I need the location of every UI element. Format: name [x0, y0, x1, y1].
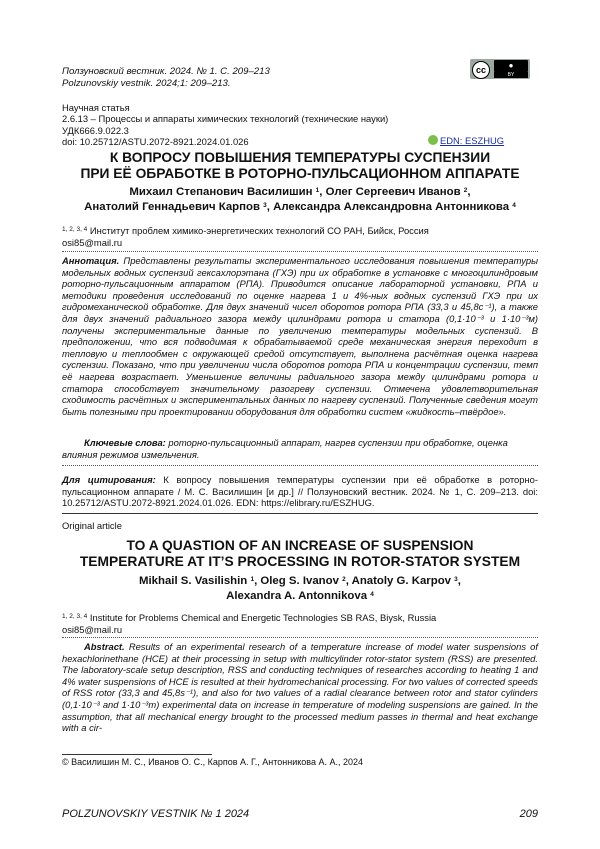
- page-number: 209: [519, 808, 538, 820]
- edn-link[interactable]: [428, 135, 504, 146]
- author-ru-1-sup: 1: [315, 187, 320, 194]
- udk-code: УДК666.9.022.3: [62, 124, 129, 136]
- by-person-icon: ●: [494, 60, 528, 72]
- by-label: BY: [494, 72, 528, 78]
- cc-by-license-icon[interactable]: [470, 59, 530, 79]
- page-footer: [62, 808, 538, 820]
- citation-block: [62, 474, 538, 509]
- article-title-en: [62, 538, 538, 570]
- citation-text: К вопросу повышения температуры суспензии при её обработке в роторно-пульсационном аппарате / М. С. Василишин [и др.] // Ползуновский вестник. 2024. № 1, С. 209–213. doi: 10.25712/ASTU.2072-8921.2024.01.026. EDN: https://elibrary.ru/ESZHUG.: [62, 474, 539, 509]
- article-meta: [62, 102, 388, 148]
- divider: [62, 637, 538, 638]
- authors-ru: Михаил Степанович Василишин $^1$, Олег Сергеевич Иванов $^2$, Анатолий Геннадьевич Карпов $^3$, Александра Александровна Антонникова $^4$: [84, 186, 516, 213]
- email-ru[interactable]: osi85@mail.ru: [62, 236, 123, 248]
- author-en-3-sup: 3: [454, 576, 458, 583]
- authors-en: Mikhail S. Vasilishin $^1$, Oleg S. Ivanov $^2$, Anatoly G. Karpov $^3$, Alexandra A. Antonnikova $^4$: [139, 575, 461, 602]
- journal-citation-en: Polzunovskiy vestnik. 2024;1: 209–213.: [62, 77, 231, 89]
- author-en-2: Oleg S. Ivanov: [260, 575, 339, 587]
- abstract-ru-label: Аннотация.: [62, 255, 120, 266]
- keywords-ru-text: роторно-пульсационный аппарат, нагрев суспензии при обработке, оценка влияния режимов измельчения.: [62, 437, 508, 460]
- aff-en-text: Institute for Problems Chemical and Energetic Technologies SB RAS, Biysk, Russia: [89, 612, 437, 623]
- aff-ru-text: Институт проблем химико-энергетических технологий СО РАН, Бийск, Россия: [89, 225, 429, 236]
- affiliation-ru: [62, 224, 429, 248]
- author-ru-4: Александра Александровна Антонникова: [273, 201, 510, 213]
- email-en[interactable]: osi85@mail.ru: [62, 623, 123, 635]
- footer-journal: POLZUNOVSKIY VESTNIK № 1 2024: [62, 808, 250, 820]
- copyright-notice: © Василишин М. С., Иванов О. С., Карпов А. Г., Антонникова А. А., 2024: [62, 757, 363, 767]
- doi[interactable]: doi: 10.25712/ASTU.2072-8921.2024.01.026: [62, 136, 249, 148]
- divider: [62, 251, 538, 252]
- footnote-separator: [62, 754, 212, 755]
- keywords-ru-label: Ключевые слова:: [84, 437, 166, 448]
- aff-ru-sup: 1, 2, 3, 4: [62, 226, 88, 233]
- author-ru-3: Анатолий Геннадьевич Карпов: [84, 201, 260, 213]
- abstract-en-text: Results of an experimental research of a temperature increase of model water suspensions of hexachlorinethane (HCE) at their processing in setup with multicylinder rotor-stator system (RSS) are presented. The laboratory-scale setup description, RSS and conducting techniques of researches according to heating 1 and 4% water suspensions of HCE is resulted at their hydromechanical processing. For two values of corrected speeds of RSS rotor (33,3 and 45,8s⁻¹), and also for two values of a radial clearance between rotor and stator cylinders (0,1·10⁻³ and 1·10⁻³m) experimental data on increase in temperature of modeling suspensions are gained. In the assumption, that all mechanical energy brought to the processed medium passes in thermal and heat exchange with a cir-: [62, 641, 538, 734]
- author-ru-2: Олег Сергеевич Иванов: [325, 186, 461, 198]
- abstract-en-label: Abstract.: [84, 641, 125, 652]
- abstract-en: [62, 641, 538, 734]
- affiliation-en: [62, 611, 436, 635]
- journal-citation-ru: Ползуновский вестник. 2024. № 1. С. 209–213: [62, 66, 270, 77]
- author-en-3: Anatoly G. Karpov: [351, 575, 451, 587]
- divider: [62, 465, 538, 466]
- article-type-en: Original article: [62, 520, 122, 531]
- author-en-1: Mikhail S. Vasilishin: [139, 575, 248, 587]
- edn-label: EDN: ESZHUG: [440, 135, 505, 146]
- author-ru-4-sup: 4: [512, 202, 516, 209]
- title-en-line2: TEMPERATURE AT IT’S PROCESSING IN ROTOR-STATOR SYSTEM: [79, 553, 521, 569]
- author-en-4: Alexandra A. Antonnikova: [226, 590, 368, 602]
- article-title-ru: [62, 150, 538, 182]
- author-en-2-sup: 2: [342, 576, 346, 583]
- author-ru-1: Михаил Степанович Василишин: [129, 186, 313, 198]
- elibrary-logo-icon: [428, 135, 438, 145]
- article-type-ru: Научная статья: [62, 102, 130, 113]
- title-ru-line2: ПРИ ЕЁ ОБРАБОТКЕ В РОТОРНО-ПУЛЬСАЦИОННОМ АППАРАТЕ: [80, 165, 520, 181]
- abstract-ru-text: Представлены результаты экспериментального исследования повышения температуры модельных водных суспензий гексахлорэтана (ГХЭ) при их обработке в установке с многоцилиндровым роторно-пульсационным аппаратом (РПА). Приводится описание лабораторной установки, РПА и методики проведения исследований по оценке нагрева 1 и 4%-ных водных суспензий ГХЭ при их гидромеханической обработке. Для двух значений чисел оборотов ротора РПА (33,3 и 45,8с⁻¹), а также для двух значений радиального зазора между цилиндрами ротора и статора (0,1·10⁻³ и 1·10⁻³м) получены экспериментальные данные по увеличению температуры модельных суспензий. В предположении, что вся подводимая к обрабатываемой среде механическая энергия переходит в тепловую и теплообмен с окружающей средой отсутствует, выполнена расчётная оценка нагрева суспензии. Показано, что при увеличении числа оборотов ротора РПА и концентрации суспензии, темп её нагрева возрастает. Уменьшение величины радиального зазора между цилиндрами ротора и статора способствует значительному разогреву суспензии. Отмечена удовлетворительная сходимость расчётных и экспериментальных данных по нагреву суспензий. Полученные сведения могут быть полезными при проектировании оборудования для обработки систем «жидкость–твёрдое».: [62, 255, 539, 417]
- journal-header: [62, 66, 270, 89]
- aff-en-sup: 1, 2, 3, 4: [62, 613, 88, 620]
- title-ru-line1: К ВОПРОСУ ПОВЫШЕНИЯ ТЕМПЕРАТУРЫ СУСПЕНЗИИ: [109, 150, 491, 165]
- citation-label: Для цитирования:: [62, 474, 156, 485]
- author-ru-2-sup: 2: [463, 187, 468, 194]
- abstract-ru: [62, 255, 538, 417]
- article-section: 2.6.13 – Процессы и аппараты химических технологий (технические науки): [62, 113, 389, 125]
- keywords-ru: [62, 437, 538, 460]
- author-ru-3-sup: 3: [263, 202, 267, 209]
- cc-logo-icon: cc: [472, 61, 490, 79]
- divider: [62, 513, 538, 514]
- author-en-1-sup: 1: [250, 576, 255, 583]
- title-en-line1: TO A QUASTION OF AN INCREASE OF SUSPENSION: [126, 538, 474, 553]
- author-en-4-sup: 4: [370, 591, 374, 598]
